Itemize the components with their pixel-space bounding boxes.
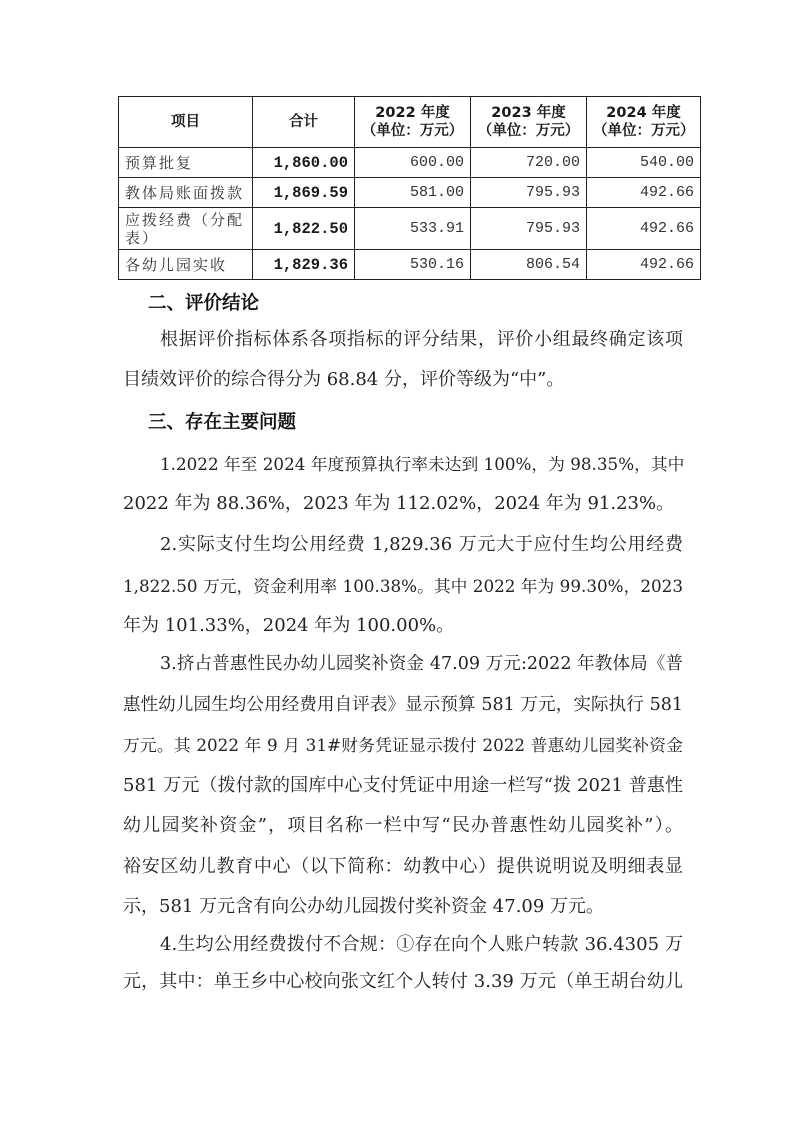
table-row bbox=[119, 208, 701, 250]
row-2024: 492.66 bbox=[587, 178, 701, 208]
row-item-line1: 应拨经费（分配 bbox=[125, 210, 245, 229]
row-2024: 540.00 bbox=[587, 148, 701, 178]
header-2023 bbox=[471, 97, 587, 148]
paragraph-line: 元，其中：单王乡中心校向张文红个人转付 3.39 万元（单王胡台幼儿 bbox=[123, 971, 683, 992]
header-total bbox=[253, 97, 355, 148]
header-2023-unit: （单位：万元） bbox=[477, 123, 580, 139]
row-2022: 600.00 bbox=[355, 148, 471, 178]
paragraph-line: 581 万元（拨付款的国库中心支付凭证中用途一栏写“拨 2021 普惠性 bbox=[123, 775, 683, 796]
paragraph-line: 万元。其 2022 年 9 月 31#财务凭证显示拨付 2022 普惠幼儿园奖补资金 bbox=[123, 735, 683, 755]
header-2022-unit: （单位：万元） bbox=[361, 123, 464, 139]
row-item: 预算批复 bbox=[119, 148, 253, 178]
row-2022: 533.91 bbox=[355, 208, 471, 250]
paragraph-line: 2022 年为 88.36%，2023 年为 112.02%，2024 年为 91.23%。 bbox=[123, 493, 675, 514]
section-heading-problems: 三、存在主要问题 bbox=[148, 412, 297, 433]
paragraph-line: 2.实际支付生均公用经费 1,829.36 万元大于应付生均公用经费 bbox=[160, 534, 683, 555]
paragraph-line: 示，581 万元含有向公办幼儿园拨付奖补资金 47.09 万元。 bbox=[123, 896, 605, 917]
row-2022: 530.16 bbox=[355, 250, 471, 280]
row-item: 教体局账面拨款 bbox=[119, 178, 253, 208]
header-item-label: 项目 bbox=[171, 114, 200, 130]
row-total: 1,860.00 bbox=[253, 148, 355, 178]
paragraph-line: 惠性幼儿园生均公用经费用自评表》显示预算 581 万元，实际执行 581 bbox=[123, 695, 683, 715]
header-item bbox=[119, 97, 253, 148]
paragraph-line: 1,822.50 万元，资金利用率 100.38%。其中 2022 年为 99.30%，2023 bbox=[123, 576, 683, 596]
row-total: 1,869.59 bbox=[253, 178, 355, 208]
paragraph-line: 根据评价指标体系各项指标的评分结果，评价小组最终确定该项 bbox=[160, 329, 683, 350]
header-2024-unit: （单位：万元） bbox=[593, 123, 695, 139]
row-2024: 492.66 bbox=[587, 208, 701, 250]
paragraph-line: 4.生均公用经费拨付不合规：①存在向个人账户转款 36.4305 万 bbox=[160, 934, 683, 955]
row-total: 1,822.50 bbox=[253, 208, 355, 250]
row-2024: 492.66 bbox=[587, 250, 701, 280]
section-heading-conclusion: 二、评价结论 bbox=[148, 293, 260, 314]
paragraph-line: 1.2022 年至 2024 年度预算执行率未达到 100%，为 98.35%，其中 bbox=[160, 454, 685, 474]
header-2023-year: 2023 年度 bbox=[491, 105, 566, 121]
row-item: 各幼儿园实收 bbox=[119, 250, 253, 280]
budget-table bbox=[118, 96, 701, 280]
row-2023: 795.93 bbox=[471, 208, 587, 250]
header-2024-year: 2024 年度 bbox=[606, 105, 681, 121]
paragraph-line: 裕安区幼儿教育中心（以下简称：幼教中心）提供说明说及明细表显 bbox=[123, 856, 683, 877]
header-2022 bbox=[355, 97, 471, 148]
row-item bbox=[119, 208, 253, 250]
paragraph-line: 目绩效评价的综合得分为 68.84 分，评价等级为“中”。 bbox=[123, 369, 565, 390]
table-header-row bbox=[119, 97, 701, 148]
row-2023: 720.00 bbox=[471, 148, 587, 178]
table-row bbox=[119, 148, 701, 178]
paragraph-line: 3.挤占普惠性民办幼儿园奖补资金 47.09 万元:2022 年教体局《普 bbox=[160, 654, 683, 674]
header-2022-year: 2022 年度 bbox=[375, 105, 450, 121]
row-2022: 581.00 bbox=[355, 178, 471, 208]
table-row bbox=[119, 250, 701, 280]
table-row bbox=[119, 178, 701, 208]
header-2024 bbox=[587, 97, 701, 148]
header-total-label: 合计 bbox=[289, 114, 318, 130]
row-total: 1,829.36 bbox=[253, 250, 355, 280]
paragraph-line: 年为 101.33%，2024 年为 100.00%。 bbox=[123, 615, 455, 636]
paragraph-line: 幼儿园奖补资金”，项目名称一栏中写“民办普惠性幼儿园奖补”）。 bbox=[123, 815, 683, 836]
row-2023: 795.93 bbox=[471, 178, 587, 208]
row-item-line2: 表） bbox=[125, 228, 160, 247]
row-2023: 806.54 bbox=[471, 250, 587, 280]
